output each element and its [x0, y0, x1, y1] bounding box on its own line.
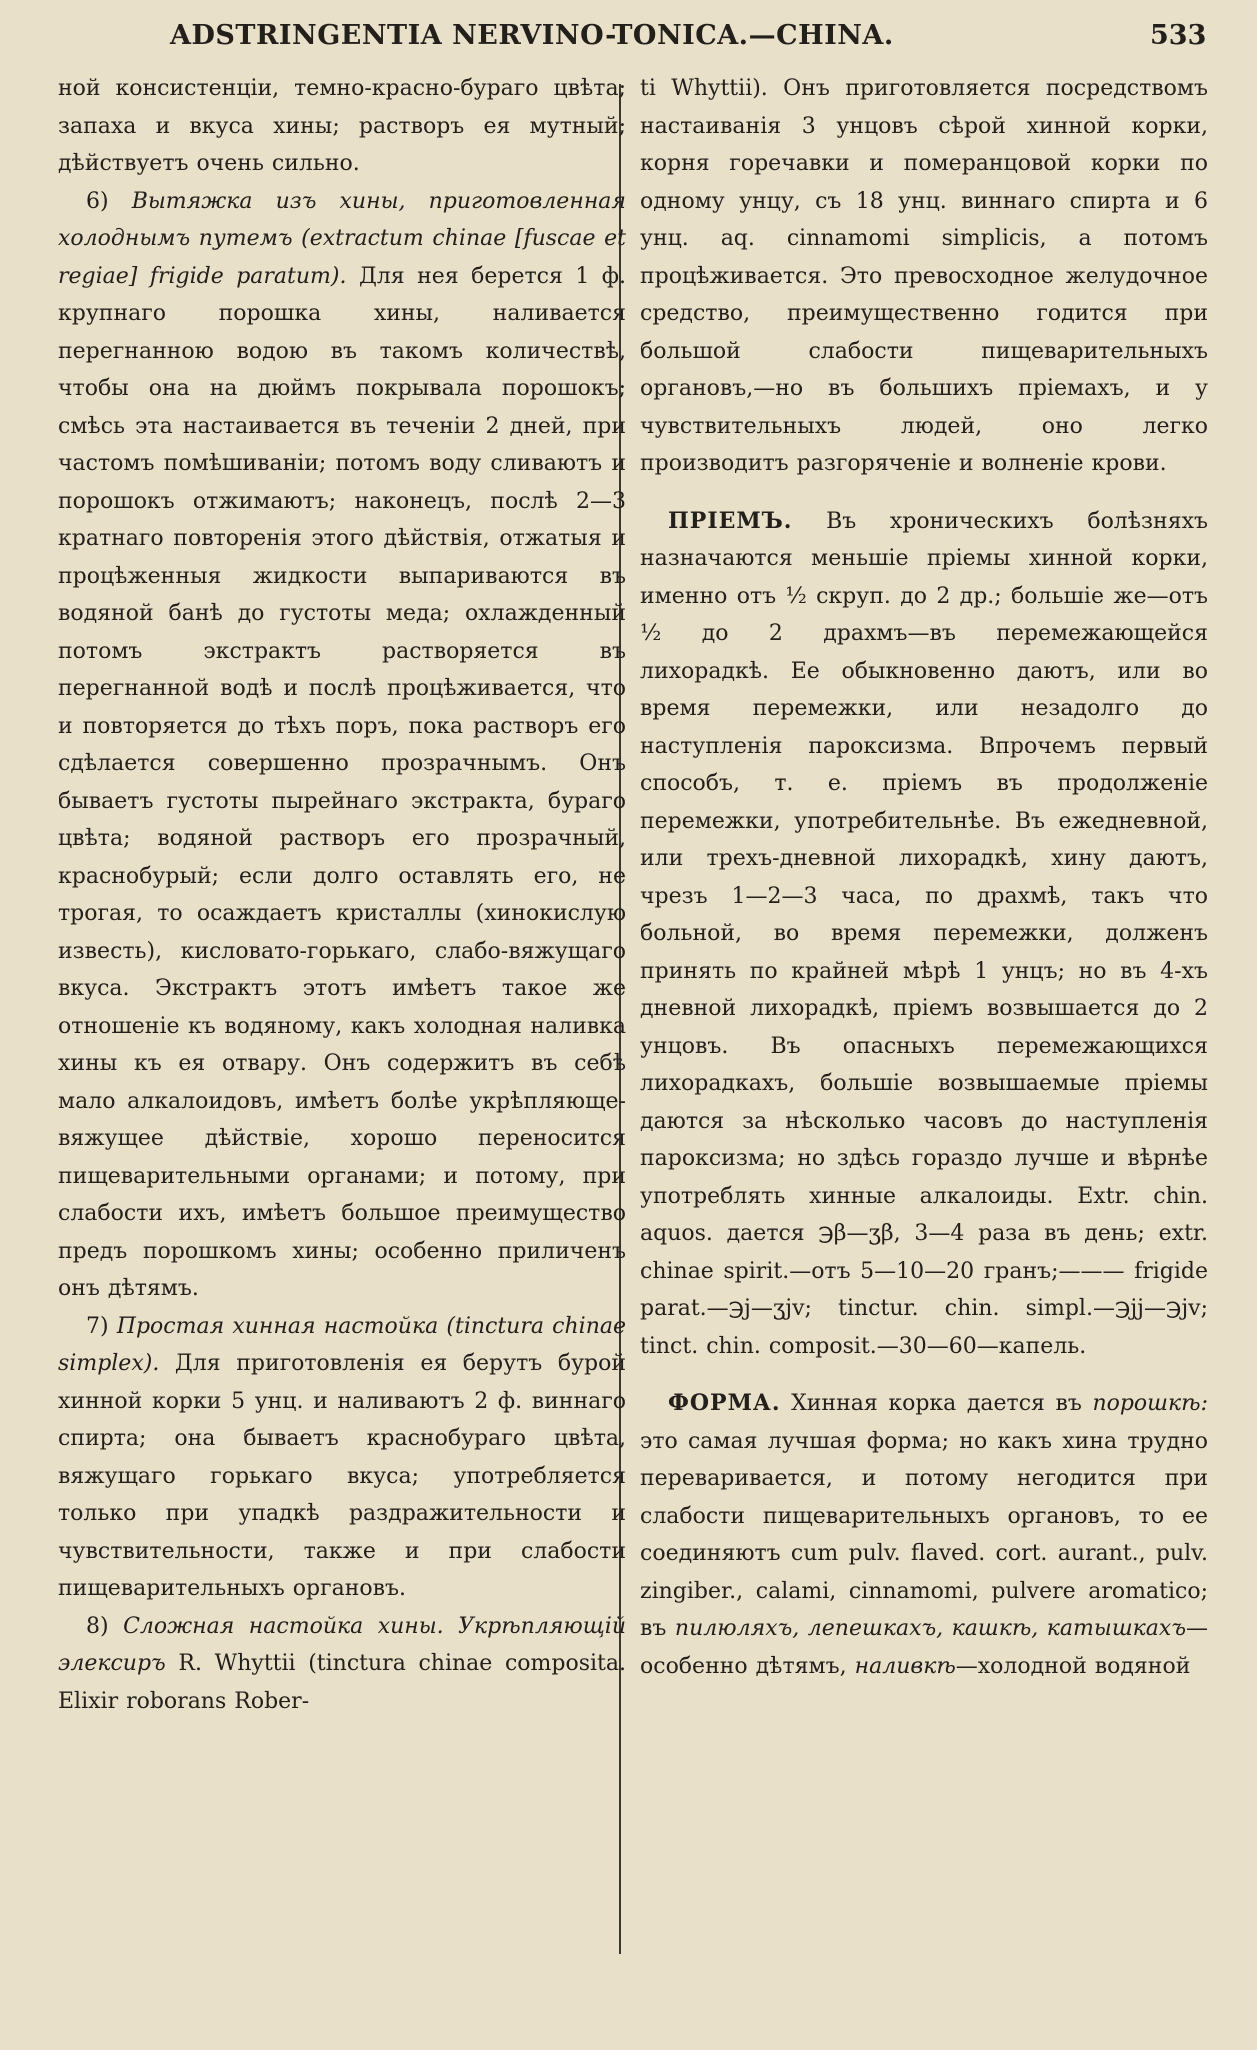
item-number: 6) — [86, 188, 109, 214]
item-body: Хинная корка дается въ — [791, 1391, 1082, 1416]
item-body: Для приготовленія ея берутъ бурой хинной корки 5 унц. и наливаютъ 2 ф. виннаго спирта; она бываетъ краснобураго цвѣта, вяжущаго горькаго вкуса; употребляется только при упадкѣ раздражительности и чувствительности, также и при слабости пищеварительныхъ органовъ. — [58, 1351, 626, 1601]
paragraph — [58, 1308, 626, 1608]
item-body: —холодной водяной — [955, 1653, 1191, 1679]
item-title: Вытяжка изъ хины, приготовленная холоднымъ путемъ (extractum chinae [fuscae et regiae] frigide paratum). — [58, 188, 626, 289]
running-header — [0, 16, 1257, 56]
right-column — [640, 70, 1208, 2035]
left-column — [58, 70, 626, 2035]
item-body: Въ хроническихъ болѣзняхъ назначаются меньшіе пріемы хинной корки, именно отъ ½ скруп. до 2 др.; большіе же—отъ ½ до 2 драхмъ—въ перемежающейся лихорадкѣ. Ее обыкновенно даютъ, или во время перемежки, или незадолго до наступленія пароксизма. Впрочемъ первый способъ, т. е. пріемъ въ продолженіе перемежки, употребительнѣе. Въ ежедневной, или трехъ-дневной лихорадкѣ, хину даютъ, чрезъ 1—2—3 часа, по драхмѣ, такъ что больной, во время перемежки, долженъ принять по крайней мѣрѣ 1 унцъ; но въ 4-хъ дневной лихорадкѣ, пріемъ возвышается до 2 унцовъ. Въ опасныхъ перемежающихся лихорадкахъ, большіе возвышаемые пріемы даются за нѣсколько часовъ до наступленія пароксизма; но здѣсь гораздо лучше и вѣрнѣе употреблять хинные алкалоиды. Extr. chin. aquos. дается ℈β—ʒβ, 3—4 раза въ день; extr. chinae spirit.—отъ 5—10—20 гранъ;——— frigide parat.—℈j—ʒjv; tinctur. chin. simpl.—℈jj—℈jv; tinct. chin. composit.—30—60—капель. — [640, 508, 1208, 1359]
page-number: 533 — [1150, 20, 1207, 51]
paragraph — [640, 1385, 1208, 1685]
header-title: ADSTRINGENTIA NERVINO-TONICA.—CHINA. — [170, 20, 894, 51]
italic-term: пилюляхъ, лепешкахъ, кашкѣ, катышкахъ — [674, 1616, 1186, 1641]
paragraph — [58, 1608, 626, 1721]
paragraph — [640, 503, 1208, 1366]
paragraph — [58, 183, 626, 1308]
item-body: —особенно дѣтямъ, — [640, 1616, 1208, 1679]
item-body: это самая лучшая форма; но какъ хина трудно переваривается, и потому негодится при слабости пищеварительныхъ органовъ, то ее соединяютъ cum pulv. flaved. cort. aurant., pulv. zingiber., calami, cinnamomi, pulvere aromatico; въ — [640, 1428, 1208, 1641]
paragraph: ti Whyttii). Онъ приготовляется посредствомъ настаиванія 3 унцовъ сѣрой хинной корки, корня горечавки и померанцовой корки по одному унцу, съ 18 унц. виннаго спирта и 6 унц. aq. cinnamomi simplicis, а потомъ процѣживается. Это превосходное желудочное средство, преимущественно годится при большой слабости пищеварительныхъ органовъ,—но въ большихъ пріемахъ, и у чувствительныхъ людей, оно легко производитъ разгоряченіе и волненіе крови. — [640, 76, 1208, 476]
item-body: Для нея берется 1 ф. крупнаго порошка хины, наливается перегнанною водою въ такомъ количествѣ, чтобы она на дюймъ покрывала порошокъ; смѣсь эта настаивается въ теченіи 2 дней, при частомъ помѣшиваніи; потомъ воду сливаютъ и порошокъ отжимаютъ; наконецъ, послѣ 2—3 кратнаго повторенія этого дѣйствія, отжатыя и процѣженныя жидкости выпариваются въ водяной банѣ до густоты меда; охлажденный потомъ экстрактъ растворяется въ перегнанной водѣ и послѣ процѣживается, что и повторяется до тѣхъ поръ, пока растворъ его сдѣлается совершенно прозрачнымъ. Онъ бываетъ густоты пырейнаго экстракта, бураго цвѣта; водяной растворъ его прозрачный, краснобурый; если долго оставлять его, не трогая, то осаждаетъ кристаллы (хинокислую известь), кисловато-горькаго, слабо-вяжущаго вкуса. Экстрактъ этотъ имѣетъ такое же отношеніе къ водяному, какъ холодная наливка хины къ ея отвару. Онъ содержитъ въ себѣ мало алкалоидовъ, имѣетъ болѣе укрѣпляюще-вяжущее дѣйствіе, хорошо переносится пищеварительными органами; и потому, при слабости ихъ, имѣетъ большое преимущество предъ порошкомъ хины; особенно приличенъ онъ дѣтямъ. — [58, 263, 626, 1301]
item-number: 8) — [86, 1613, 109, 1639]
item-number: 7) — [86, 1313, 109, 1339]
italic-term: порошкѣ: — [1092, 1391, 1208, 1416]
item-title: Простая хинная настойка (tinctura chinae simplex). — [58, 1313, 626, 1376]
item-body: R. Whyttii (tinctura chinae composita. Elixir roborans Rober- — [58, 1651, 626, 1714]
paragraph: ной консистенціи, темно-красно-бураго цвѣта; запаха и вкуса хины; растворъ ея мутный; дѣйствуетъ очень сильно. — [58, 76, 626, 176]
item-title: Сложная настойка хины. Укрѣпляющій элексиръ — [58, 1613, 626, 1676]
section-heading: ФОРМА. — [668, 1390, 781, 1416]
italic-term: наливкѣ — [854, 1653, 956, 1679]
section-heading: ПРІЕМЪ. — [668, 507, 793, 534]
